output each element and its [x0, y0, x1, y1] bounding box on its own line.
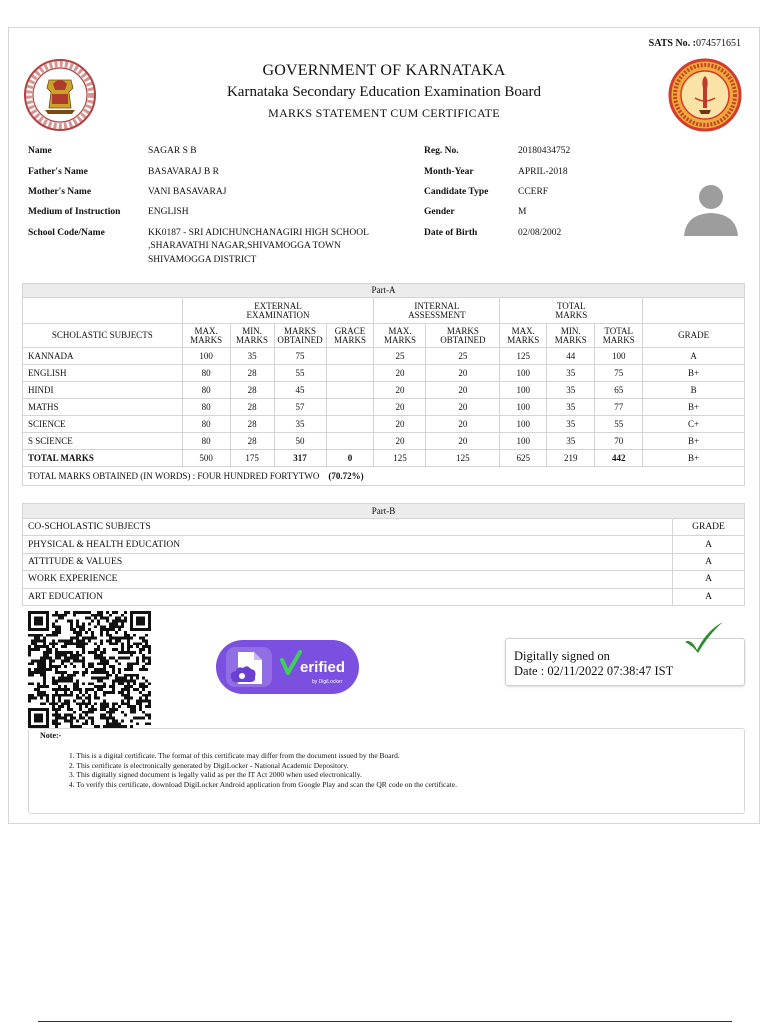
board-title: Karnataka Secondary Education Examination Board — [226, 84, 542, 100]
column-header: MARKS OBTAINED — [274, 324, 326, 348]
name-label: Name — [28, 146, 52, 156]
note-list — [69, 751, 457, 789]
column-header: MIN. MARKS — [547, 324, 595, 348]
candidate-type-label: Candidate Type — [424, 187, 489, 197]
column-header: TOTAL MARKS — [595, 324, 643, 348]
column-header: MARKS OBTAINED — [426, 324, 500, 348]
note-item: 4. To verify this certificate, download DigiLocker Android application from Google Play and scan the QR code on the certificate. — [69, 779, 457, 789]
month-year-value: APRIL-2018 — [518, 167, 568, 177]
government-title: GOVERNMENT OF KARNATAKA — [262, 62, 506, 79]
total-row: TOTAL MARKS 500 175 317 0 125 125 625 219 442 B+ — [23, 450, 745, 467]
table-row: ATTITUDE & VALUES A — [23, 553, 745, 570]
school-line-1: KK0187 - SRI ADICHUNCHANAGIRI HIGH SCHOOL — [148, 228, 369, 238]
svg-text:by DigiLocker: by DigiLocker — [312, 679, 343, 685]
total-in-words: TOTAL MARKS OBTAINED (IN WORDS) : FOUR HUNDRED FORTYTWO (70.72%) — [23, 467, 745, 486]
table-row: MATHS 80 28 57 20 20 100 35 77 B+ — [23, 399, 745, 416]
note-item: 1. This is a digital certificate. The format of this certificate may differ from the document issued by the Board. — [69, 751, 400, 760]
grade-header: GRADE — [643, 324, 745, 348]
column-header: MAX. MARKS — [500, 324, 547, 348]
sats-number: SATS No. :074571651 — [648, 38, 741, 49]
medium-label: Medium of Instruction — [28, 207, 121, 217]
father-value: BASAVARAJ B R — [148, 167, 219, 177]
school-label: School Code/Name — [28, 228, 105, 238]
co-scholastic-header: CO-SCHOLASTIC SUBJECTS — [23, 519, 673, 536]
dob-value: 02/08/2002 — [518, 228, 562, 238]
scholastic-subjects-header: SCHOLASTIC SUBJECTS — [23, 324, 183, 348]
signature-line-1: Digitally signed on — [514, 649, 610, 663]
candidate-type-value: CCERF — [518, 187, 549, 197]
table-row: S SCIENCE 80 28 50 20 20 100 35 70 B+ — [23, 433, 745, 450]
internal-assessment-header: INTERNAL ASSESSMENT — [374, 298, 500, 324]
mother-label: Mother's Name — [28, 187, 92, 197]
dob-label: Date of Birth — [424, 228, 478, 238]
signature-date: Date : 02/11/2022 07:38:47 IST — [514, 664, 674, 678]
reg-value: 20180434752 — [518, 146, 571, 156]
medium-value: ENGLISH — [148, 207, 189, 217]
table-row: ART EDUCATION A — [23, 588, 745, 605]
column-header: GRACE MARKS — [326, 324, 374, 348]
external-exam-header: EXTERNAL EXAMINATION — [182, 298, 374, 324]
column-header: MAX. MARKS — [182, 324, 230, 348]
table-row: PHYSICAL & HEALTH EDUCATION A — [23, 536, 745, 553]
certificate-title: MARKS STATEMENT CUM CERTIFICATE — [268, 106, 500, 120]
month-year-label: Month-Year — [424, 167, 474, 177]
note-item: 3. This digitally signed document is legally valid as per the IT Act 2000 when used electronically. — [69, 770, 362, 780]
svg-text:erified: erified — [300, 659, 346, 676]
signature-check-icon — [683, 620, 725, 654]
footer-rule — [38, 1021, 732, 1022]
table-row: ENGLISH 80 28 55 20 20 100 35 75 B+ — [23, 365, 745, 382]
table-row: SCIENCE 80 28 35 20 20 100 35 55 C+ — [23, 416, 745, 433]
board-seal-icon — [667, 58, 743, 132]
father-label: Father's Name — [28, 167, 88, 177]
table-row: KANNADA 100 35 75 25 25 125 44 100 A — [23, 348, 745, 365]
table-row: WORK EXPERIENCE A — [23, 571, 745, 588]
column-header: MAX. MARKS — [374, 324, 426, 348]
column-header: MIN. MARKS — [230, 324, 274, 348]
note-title: Note:- — [40, 731, 62, 740]
gender-value: M — [518, 207, 527, 217]
name-value: SAGAR S B — [148, 146, 197, 156]
table-row: HINDI 80 28 45 20 20 100 35 65 B — [23, 382, 745, 399]
reg-label: Reg. No. — [424, 146, 459, 156]
gender-label: Gender — [424, 207, 455, 217]
verified-by-digilocker-badge — [216, 640, 359, 694]
note-item: 2. This certificate is electronically generated by DigiLocker - National Academic Depository. — [69, 760, 349, 770]
part-b-title: Part-B — [23, 504, 745, 519]
note-box — [28, 728, 745, 814]
part-a-title: Part-A — [23, 284, 745, 298]
part-b-table — [22, 503, 745, 606]
student-photo-placeholder-icon — [680, 180, 742, 236]
total-marks-header: TOTAL MARKS — [500, 298, 643, 324]
school-line-3: SHIVAMOGGA DISTRICT — [148, 255, 257, 265]
qr-code-icon — [28, 611, 151, 728]
mother-value: VANI BASAVARAJ — [148, 187, 227, 197]
grade-header: GRADE — [673, 519, 745, 536]
school-line-2: ,SHARAVATHI NAGAR,SHIVAMOGGA TOWN — [148, 241, 341, 251]
part-a-table — [22, 283, 745, 486]
